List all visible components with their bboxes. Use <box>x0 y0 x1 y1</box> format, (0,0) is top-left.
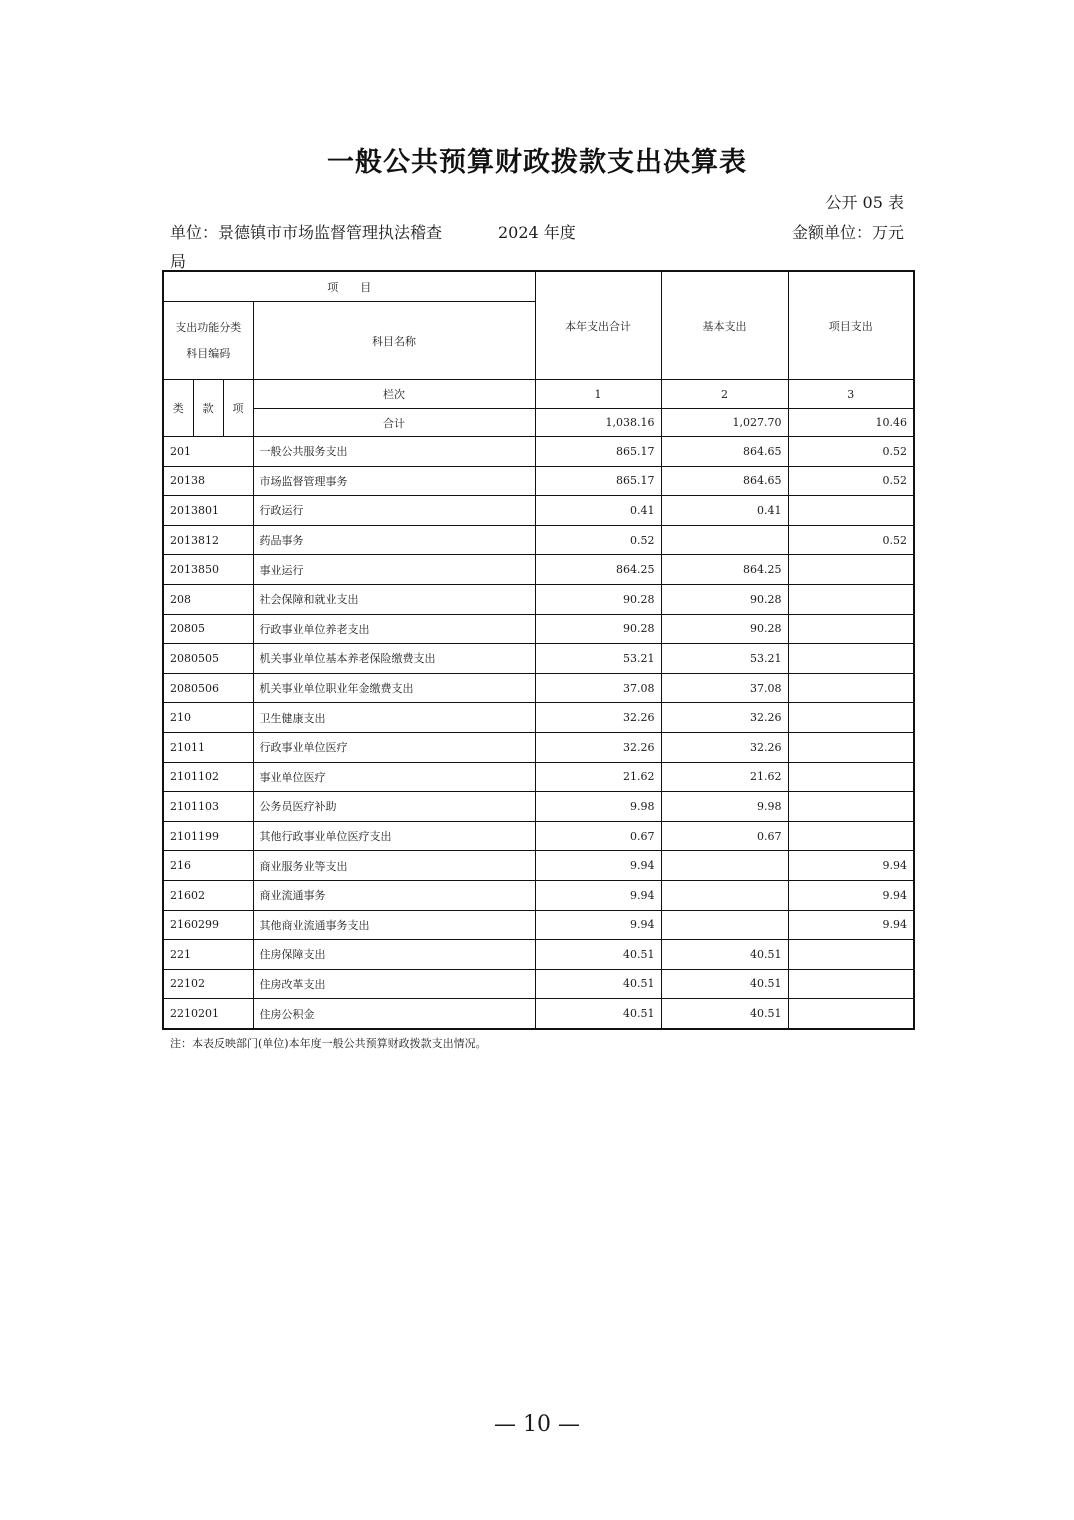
row-code: 2013850 <box>163 555 253 585</box>
row-name: 行政事业单位养老支出 <box>253 614 535 644</box>
row-basic: 9.98 <box>661 792 788 822</box>
row-project <box>788 614 914 644</box>
row-total: 37.08 <box>535 673 661 703</box>
row-total: 21.62 <box>535 762 661 792</box>
row-name: 行政运行 <box>253 496 535 526</box>
row-code: 2101102 <box>163 762 253 792</box>
row-name: 住房保障支出 <box>253 940 535 970</box>
row-basic: 40.51 <box>661 969 788 999</box>
header-project: 项目支出 <box>788 271 914 380</box>
row-total: 0.52 <box>535 525 661 555</box>
row-total: 9.94 <box>535 851 661 881</box>
row-total: 9.94 <box>535 910 661 940</box>
header-func-code: 支出功能分类科目编码 <box>163 302 253 380</box>
sum-total: 1,038.16 <box>535 409 661 437</box>
row-total: 53.21 <box>535 644 661 674</box>
row-project <box>788 644 914 674</box>
table-row <box>163 851 914 881</box>
row-name: 社会保障和就业支出 <box>253 584 535 614</box>
row-code: 208 <box>163 584 253 614</box>
row-name: 卫生健康支出 <box>253 703 535 733</box>
row-project <box>788 940 914 970</box>
header-item: 项 目 <box>163 271 535 302</box>
sum-label: 合计 <box>253 409 535 437</box>
row-basic: 40.51 <box>661 940 788 970</box>
row-project: 0.52 <box>788 466 914 496</box>
table-row <box>163 821 914 851</box>
row-project <box>788 673 914 703</box>
table-row <box>163 496 914 526</box>
row-total: 32.26 <box>535 703 661 733</box>
row-basic: 32.26 <box>661 703 788 733</box>
row-project <box>788 969 914 999</box>
header-col1: 1 <box>535 380 661 409</box>
row-total: 90.28 <box>535 614 661 644</box>
header-xiang: 项 <box>223 380 253 437</box>
row-code: 2013801 <box>163 496 253 526</box>
row-code: 221 <box>163 940 253 970</box>
row-total: 0.67 <box>535 821 661 851</box>
row-name: 其他商业流通事务支出 <box>253 910 535 940</box>
row-basic: 864.25 <box>661 555 788 585</box>
row-basic: 90.28 <box>661 614 788 644</box>
row-total: 0.41 <box>535 496 661 526</box>
row-total: 90.28 <box>535 584 661 614</box>
row-basic: 32.26 <box>661 732 788 762</box>
row-name: 其他行政事业单位医疗支出 <box>253 821 535 851</box>
row-code: 216 <box>163 851 253 881</box>
row-name: 一般公共服务支出 <box>253 437 535 467</box>
table-row <box>163 792 914 822</box>
row-project: 0.52 <box>788 525 914 555</box>
table-row <box>163 614 914 644</box>
row-name: 商业流通事务 <box>253 880 535 910</box>
row-basic: 864.65 <box>661 466 788 496</box>
table-row <box>163 525 914 555</box>
row-total: 9.94 <box>535 880 661 910</box>
table-row <box>163 644 914 674</box>
row-name: 药品事务 <box>253 525 535 555</box>
header-col2: 2 <box>661 380 788 409</box>
header-kuan: 款 <box>193 380 223 437</box>
row-name: 市场监督管理事务 <box>253 466 535 496</box>
row-basic: 864.65 <box>661 437 788 467</box>
row-code: 2160299 <box>163 910 253 940</box>
fiscal-year: 2024 年度 <box>498 223 576 242</box>
row-project <box>788 762 914 792</box>
table-row <box>163 437 914 467</box>
table-row <box>163 673 914 703</box>
table-row <box>163 703 914 733</box>
row-code: 2210201 <box>163 999 253 1029</box>
unit-label: 单位：景德镇市市场监督管理执法稽查局 <box>170 223 443 271</box>
row-project <box>788 496 914 526</box>
sum-basic: 1,027.70 <box>661 409 788 437</box>
row-total: 864.25 <box>535 555 661 585</box>
row-code: 201 <box>163 437 253 467</box>
row-total: 9.98 <box>535 792 661 822</box>
row-basic: 53.21 <box>661 644 788 674</box>
row-project: 9.94 <box>788 880 914 910</box>
table-row <box>163 999 914 1029</box>
page-title: 一般公共预算财政拨款支出决算表 <box>327 147 747 178</box>
row-project: 0.52 <box>788 437 914 467</box>
row-total: 865.17 <box>535 437 661 467</box>
row-basic: 0.67 <box>661 821 788 851</box>
row-basic: 90.28 <box>661 584 788 614</box>
row-project: 9.94 <box>788 910 914 940</box>
table-row <box>163 466 914 496</box>
row-total: 40.51 <box>535 969 661 999</box>
form-number: 公开 05 表 <box>825 193 904 212</box>
table-row <box>163 940 914 970</box>
row-code: 22102 <box>163 969 253 999</box>
row-name: 住房公积金 <box>253 999 535 1029</box>
row-code: 2080505 <box>163 644 253 674</box>
table-row <box>163 969 914 999</box>
row-total: 40.51 <box>535 999 661 1029</box>
row-name: 公务员医疗补助 <box>253 792 535 822</box>
table-row <box>163 732 914 762</box>
header-total: 本年支出合计 <box>535 271 661 380</box>
row-project <box>788 999 914 1029</box>
row-basic: 0.41 <box>661 496 788 526</box>
row-code: 2101103 <box>163 792 253 822</box>
row-project <box>788 584 914 614</box>
table-row <box>163 762 914 792</box>
row-total: 865.17 <box>535 466 661 496</box>
row-name: 机关事业单位基本养老保险缴费支出 <box>253 644 535 674</box>
table-note: 注：本表反映部门(单位)本年度一般公共预算财政拨款支出情况。 <box>170 1037 487 1050</box>
row-total: 32.26 <box>535 732 661 762</box>
sum-project: 10.46 <box>788 409 914 437</box>
row-basic: 21.62 <box>661 762 788 792</box>
row-project: 9.94 <box>788 851 914 881</box>
table-row <box>163 584 914 614</box>
row-code: 20138 <box>163 466 253 496</box>
row-name: 住房改革支出 <box>253 969 535 999</box>
row-basic <box>661 910 788 940</box>
budget-table <box>162 270 915 1030</box>
row-name: 事业运行 <box>253 555 535 585</box>
row-name: 商业服务业等支出 <box>253 851 535 881</box>
row-basic <box>661 880 788 910</box>
row-total: 40.51 <box>535 940 661 970</box>
header-basic: 基本支出 <box>661 271 788 380</box>
row-code: 2013812 <box>163 525 253 555</box>
row-basic <box>661 851 788 881</box>
row-basic: 40.51 <box>661 999 788 1029</box>
table-row <box>163 555 914 585</box>
page-number: — 10 — <box>494 1412 580 1437</box>
row-project <box>788 732 914 762</box>
row-code: 2080506 <box>163 673 253 703</box>
row-name: 机关事业单位职业年金缴费支出 <box>253 673 535 703</box>
row-code: 21011 <box>163 732 253 762</box>
row-project <box>788 555 914 585</box>
header-col3: 3 <box>788 380 914 409</box>
row-code: 21602 <box>163 880 253 910</box>
row-basic <box>661 525 788 555</box>
table-row <box>163 910 914 940</box>
table-row <box>163 880 914 910</box>
header-column-no: 栏次 <box>253 380 535 409</box>
row-project <box>788 821 914 851</box>
row-basic: 37.08 <box>661 673 788 703</box>
row-code: 2101199 <box>163 821 253 851</box>
row-code: 210 <box>163 703 253 733</box>
row-project <box>788 792 914 822</box>
row-code: 20805 <box>163 614 253 644</box>
row-project <box>788 703 914 733</box>
row-name: 行政事业单位医疗 <box>253 732 535 762</box>
amount-unit: 金额单位：万元 <box>791 223 904 242</box>
header-lei: 类 <box>163 380 193 437</box>
row-name: 事业单位医疗 <box>253 762 535 792</box>
header-subject-name: 科目名称 <box>253 302 535 380</box>
